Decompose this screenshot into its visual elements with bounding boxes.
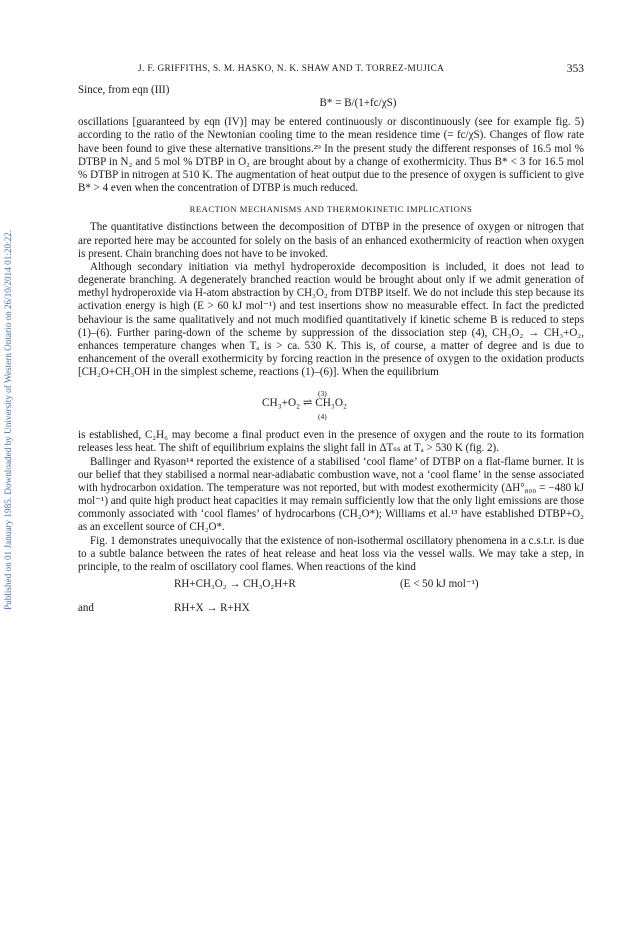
reaction-1-formula: RH+CH₃O₂ → CH₃O₂H+R <box>174 578 296 590</box>
paragraph-6: Fig. 1 demonstrates unequivocally that the existence of non-isothermal oscillatory phenomena in a c.s.t.r. is due to a subtle balance between the rates of heat release and heat loss via the vessel walls. We may take a step, in principle, to the realm of oscillatory cool flames. When reactions of the kind <box>78 534 584 573</box>
equilibrium-formula: CH₃+O₂ ⇌ CH₃O₂ <box>262 397 347 410</box>
reaction-1-condition: (E < 50 kJ mol⁻¹) <box>400 578 479 590</box>
reaction-2-formula: RH+X → R+HX <box>174 602 250 614</box>
equation-b-star: B* = B/(1+fc/χS) <box>319 97 397 110</box>
paragraph-5: Ballinger and Ryason¹⁴ reported the existence of a stabilised ‘cool flame’ of DTBP on a flat-flame burner. It is our belief that they stabilised a normal near-adiabatic combustion wave, not a ‘cool flame’ in the sense associated with hydrocarbon oxidation. The temperature was not reported, but with modest exothermicity (ΔH°₈₀₀ = −480 kJ mol⁻¹) and quite high product heat capacities it may remain sufficiently low that the only light emissions are those commonly associated with ‘cool flames’ of hydrocarbons (CH₂O*); Williams et al.¹³ have established DTBP+O₂ as an excellent source of CH₂O*. <box>78 455 584 534</box>
equilibrium-equation <box>78 383 584 425</box>
running-header <box>78 64 584 78</box>
paragraph-2: The quantitative distinctions between the decomposition of DTBP in the presence of oxygen or nitrogen that are reported here may be accounted for solely on the basis of an enhanced exothermicity of reaction when oxygen is present. Chain branching does not have to be invoked. <box>78 221 584 260</box>
forward-step-label: (3) <box>318 389 327 399</box>
running-head-authors: J. F. GRIFFITHS, S. M. HASKO, N. K. SHAW AND T. TORREZ-MUJICA <box>138 64 445 74</box>
paragraph-4: is established, C₂H₆ may become a final product even in the presence of oxygen and the route to its formation releases less heat. The shift of equilibrium explains the slight fall in ΔTₛₛ at Tₐ > 530 K (fig. 2). <box>78 429 584 455</box>
reaction-equation-1 <box>78 574 584 598</box>
reverse-step-label: (4) <box>318 412 327 422</box>
intro-line: Since, from eqn (III) <box>78 84 170 96</box>
conjunction-and: and <box>78 602 94 614</box>
paragraph-3: Although secondary initiation via methyl hydroperoxide decomposition is included, it does not lead to degenerate branching. A degenerately branched reaction would be brought about only if we admit generation of methyl hydroperoxide via H-atom abstraction by CH₃O₂ from DTBP itself. We do not include this step because its activation energy is high (E > 60 kJ mol⁻¹) and test insertions show no measurable effect. In fact the predicted behaviour is the same qualitatively and not much modified quantitatively if kinetic scheme B is reduced to steps (1)–(6). Further paring-down of the scheme by suppression of the dissociation step (4), CH₃O₂ → CH₃+O₂, enhances temperature changes when Tₐ is > ca. 530 K. This is, of course, a matter of degree and is due to enhancement of the overall exothermicity by forcing reaction in the presence of oxygen to the oxidation products [CH₂O+CH₃OH in the simplest scheme, reactions (1)–(6)]. When the equilibrium <box>78 260 584 379</box>
section-heading: REACTION MECHANISMS AND THERMOKINETIC IMPLICATIONS <box>189 204 473 215</box>
download-watermark: Published on 01 January 1985. Downloaded by University of Western Ontario on 26/10/2014 01:20:22. <box>3 229 13 610</box>
page-number: 353 <box>566 63 584 75</box>
reaction-equation-2 <box>78 598 584 622</box>
paragraph-1: oscillations [guaranteed by eqn (IV)] may be entered continuously or discontinuously (see for example fig. 5) according to the ratio of the Newtonian cooling time to the mean residence time (= fc/χS). Changes of flow rate have been found to give these alternative transitions.²⁹ In the present study the different responses of 16.5 mol % DTBP in N₂ and 5 mol % DTBP in O₂ are brought about by a change of exothermicity. Thus B* < 3 for 16.5 mol % DTBP in nitrogen at 510 K. The augmentation of heat output due to the presence of oxygen is sufficient to give B* > 4 even when the concentration of DTBP is much reduced. <box>78 116 584 195</box>
article-body <box>78 84 584 622</box>
